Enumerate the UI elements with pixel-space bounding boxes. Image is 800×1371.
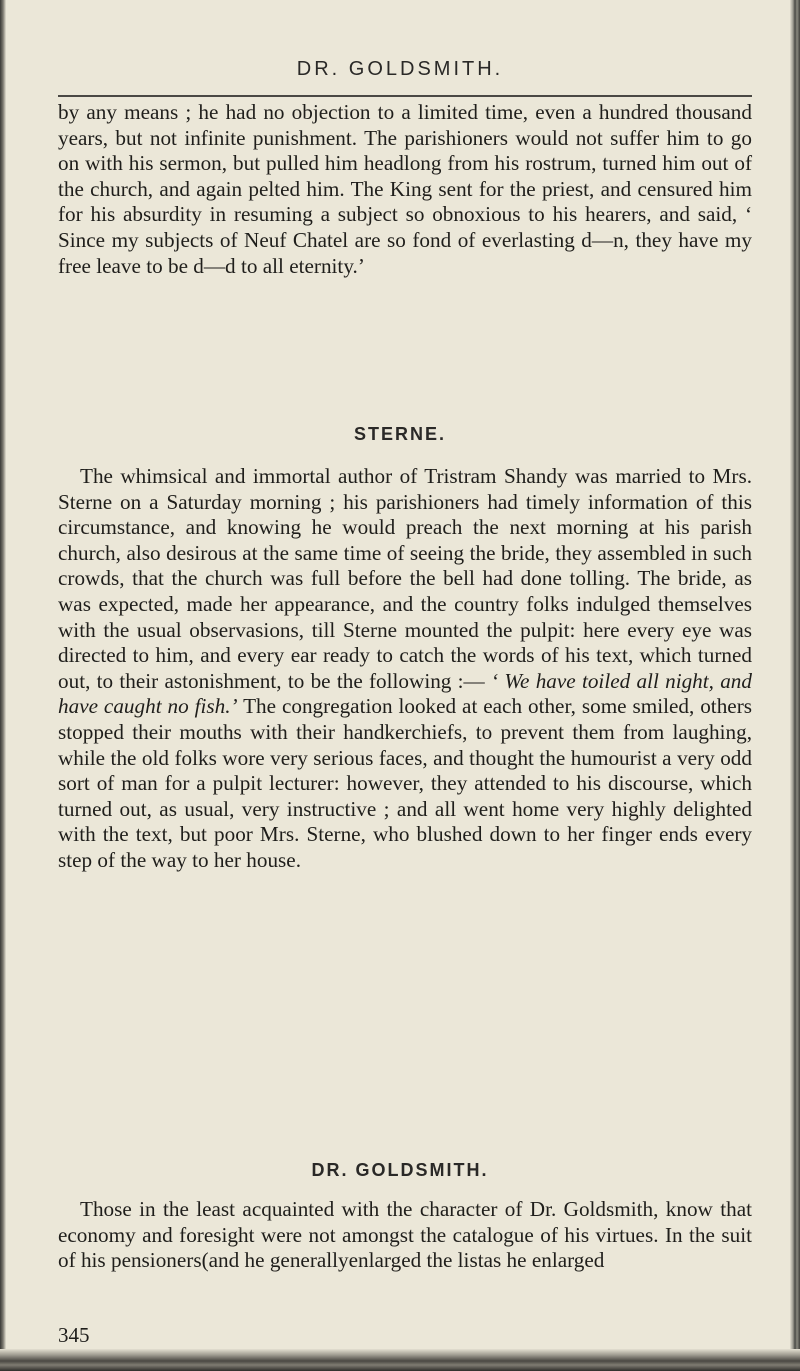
section-title-goldsmith: DR. GOLDSMITH. (311, 1160, 489, 1180)
page-bottom-edge-shadow (0, 1349, 800, 1371)
paragraph-continuation: by any means ; he had no objection to a limited time, even a hundred thousand years, but not infinite punishment. The parishioners would not suffer him to go on with his sermon, but pulled him headlong from his rostrum, turned him out of the church, and again pelted him. The King sent for the priest, and censured him for his absurdity in resuming a subject so obnoxious to his hearers, and said, ‘ Since my subjects of Neuf Chatel are so fond of everlasting d—n, they have my free leave to be d—d to all eternity.’ (58, 100, 752, 278)
paragraph-sterne-text-1: The whimsical and immortal author of Tristram Shandy was married to Mrs. Sterne on a Saturday morning ; his parishioners had timely information of this circumstance, and knowing he would preach the next morning at his parish church, also desirous at the same time of seeing the bride, they assembled in such crowds, that the church was full before the bell had done tolling. The bride, as was expected, made her appearance, and the country folks indulged themselves with the usual observasions, till Sterne mounted the pulpit: here every eye was directed to him, and every ear ready to catch the words of his text, which turned out, to their astonishment, to be the following :— (58, 464, 752, 693)
running-head: DR. GOLDSMITH. (296, 58, 504, 80)
paragraph-sterne (58, 464, 752, 874)
paragraph-sterne-text-2: The congregation looked at each other, some smiled, others stopped their mouths with their handkerchiefs, to prevent them from laughing, while the old folks wore very serious faces, and thought the humourist a very odd sort of man for a pulpit lecturer: however, they attended to his discourse, which turned out, as usual, very instructive ; and all went home very highly delighted with the text, but poor Mrs. Sterne, who blushed down to her finger ends every step of the way to her house. (58, 694, 752, 872)
running-head-rule (58, 95, 752, 97)
section-title-sterne: STERNE. (353, 424, 446, 444)
page-number: 345 (58, 1323, 90, 1347)
paragraph-goldsmith: Those in the least acquainted with the character of Dr. Goldsmith, know that economy and foresight were not amongst the catalogue of his virtues. In the suit of his pensioners(and he generallyenlarged the listas he enlarged (58, 1197, 752, 1273)
sterne-text-quote: ‘ We have toiled all night, and have caught no fish.’ (58, 668, 752, 719)
